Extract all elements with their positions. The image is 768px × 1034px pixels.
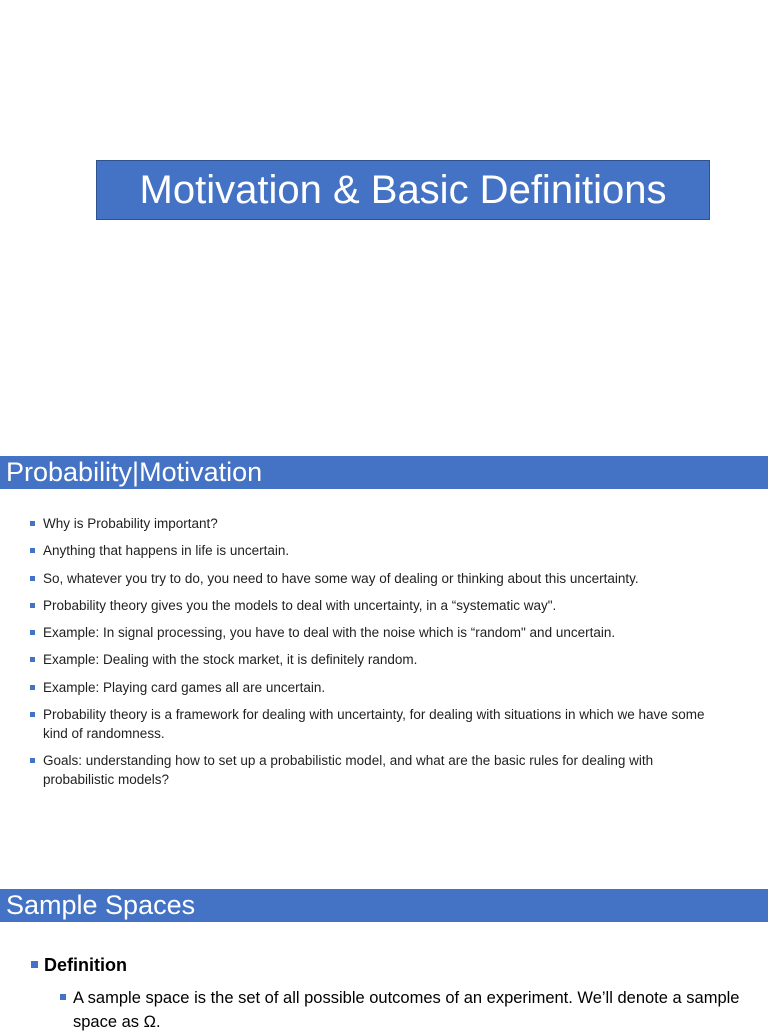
- section-header-sample-spaces: [0, 889, 768, 922]
- square-bullet-icon: [30, 685, 35, 690]
- list-item: [30, 541, 720, 560]
- title-slide-banner: [96, 160, 710, 220]
- list-item: [30, 596, 720, 615]
- title-slide-heading: Motivation & Basic Definitions: [139, 168, 667, 212]
- bullet-text: Example: Playing card games all are uncertain.: [43, 679, 326, 695]
- square-bullet-icon: [30, 758, 35, 763]
- definition-label: Definition: [44, 955, 127, 975]
- definition-body: [60, 986, 763, 1034]
- list-item: [30, 569, 720, 588]
- list-item: [30, 650, 720, 669]
- square-bullet-icon: [30, 603, 35, 608]
- bullet-text: Anything that happens in life is uncertain.: [43, 543, 290, 559]
- square-bullet-icon: [60, 994, 66, 1000]
- square-bullet-icon: [30, 657, 35, 662]
- section-title-motivation: Probability|Motivation: [6, 457, 263, 487]
- square-bullet-icon: [30, 630, 35, 635]
- list-item: [30, 678, 720, 697]
- definition-heading: [31, 952, 127, 978]
- bullet-text: Probability theory is a framework for dealing with uncertainty, for dealing with situations in which we have some kind of randomness.: [43, 707, 705, 742]
- square-bullet-icon: [30, 712, 35, 717]
- bullet-text: Example: In signal processing, you have to deal with the noise which is “random" and uncertain.: [43, 625, 616, 641]
- section-header-motivation: [0, 456, 768, 489]
- section-title-sample-spaces: Sample Spaces: [6, 890, 196, 920]
- definition-text: A sample space is the set of all possible outcomes of an experiment. We’ll denote a sample space as Ω.: [73, 989, 740, 1031]
- list-item: [30, 751, 720, 789]
- motivation-bullet-list: [30, 514, 720, 798]
- square-bullet-icon: [30, 576, 35, 581]
- square-bullet-icon: [31, 961, 38, 968]
- bullet-text: Probability theory gives you the models to deal with uncertainty, in a “systematic way".: [43, 597, 557, 613]
- list-item: [30, 705, 720, 743]
- list-item: [30, 623, 720, 642]
- bullet-text: So, whatever you try to do, you need to have some way of dealing or thinking about this uncertainty.: [43, 570, 639, 586]
- bullet-text: Example: Dealing with the stock market, it is definitely random.: [43, 652, 418, 668]
- square-bullet-icon: [30, 521, 35, 526]
- bullet-text: Goals: understanding how to set up a probabilistic model, and what are the basic rules for dealing with probabilistic models?: [43, 753, 654, 788]
- square-bullet-icon: [30, 548, 35, 553]
- bullet-text: Why is Probability important?: [43, 516, 218, 531]
- list-item: [30, 514, 720, 533]
